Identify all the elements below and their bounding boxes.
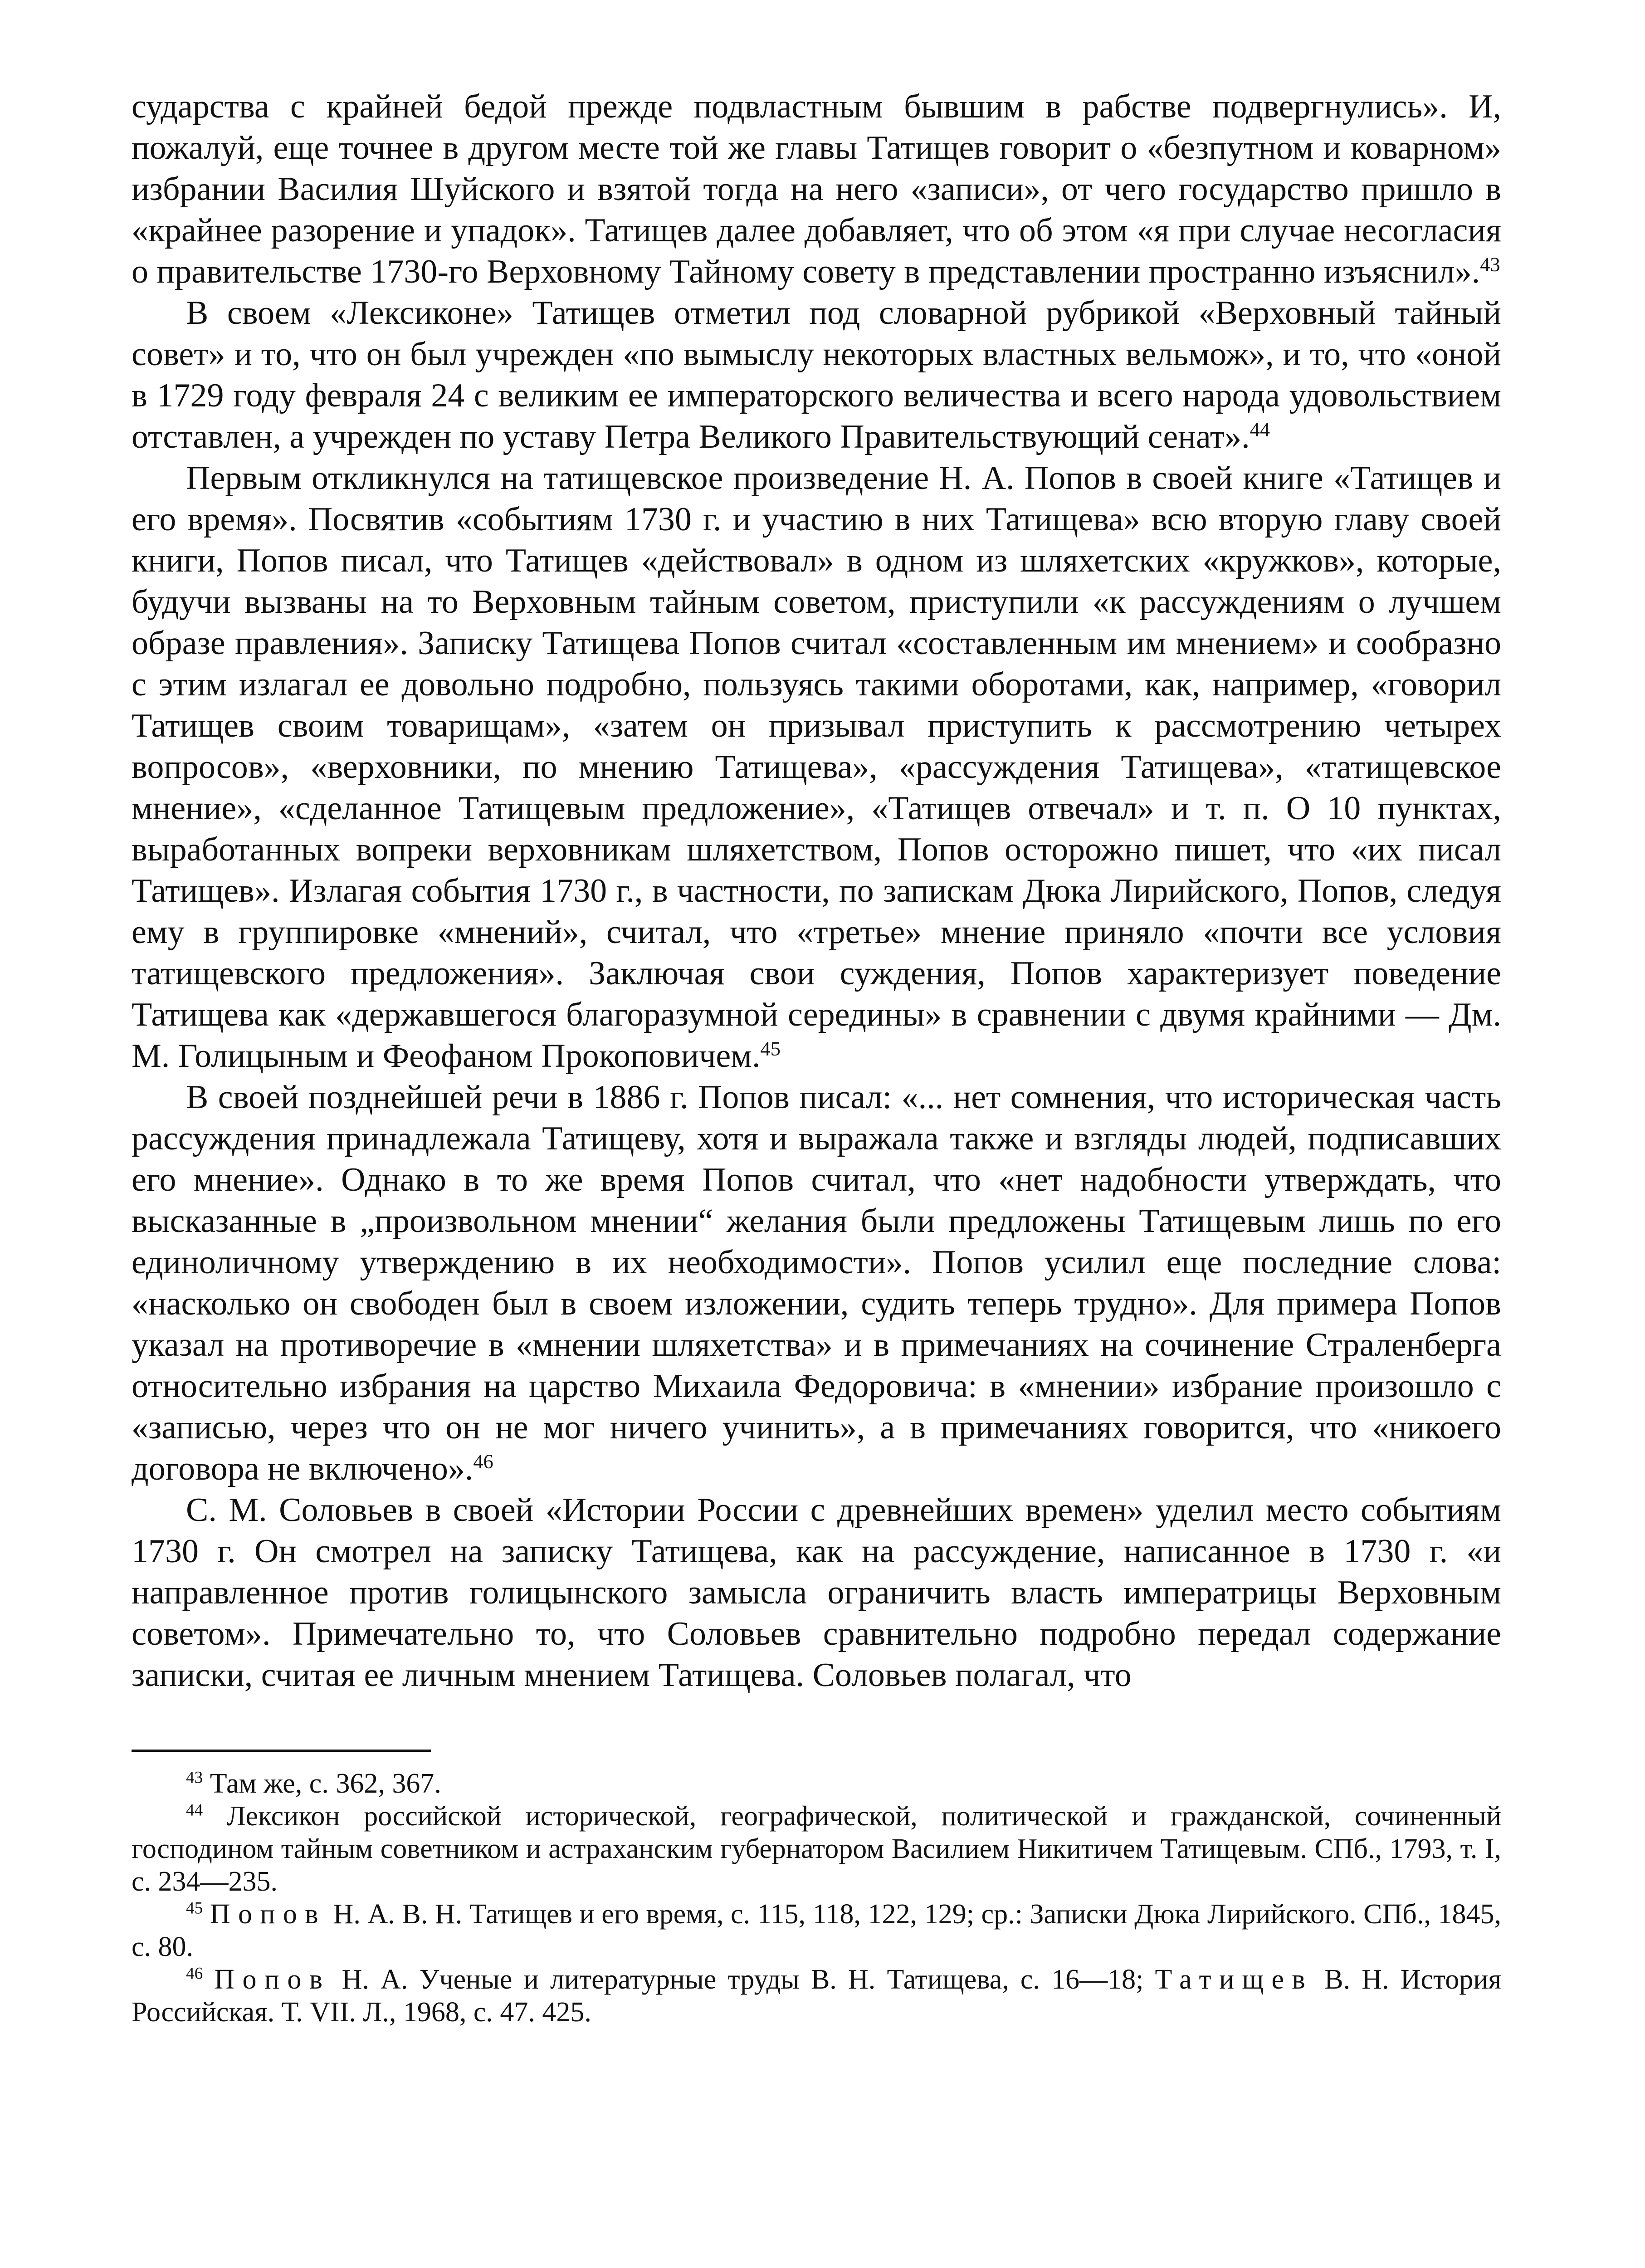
footnotes [132, 1767, 1501, 2028]
paragraph [132, 86, 1501, 293]
text-run: сударства с крайней бедой прежде подвластным бывшим в рабстве подвергнулись». И, пожалуй, еще точнее в другом месте той же главы Татищев говорит о «безпутном и коварном» избрании Василия Шуйского и взятой тогда на него «записи», от чего государство пришло в «крайнее разорение и упадок». Татищев далее добавляет, что об этом «я при случае несогласия о правительстве 1730-го Верховному Тайному совету в представлении пространно изъяснил». [132, 88, 1501, 290]
footnote-ref: 46 [186, 1964, 203, 1983]
footnote [132, 1898, 1501, 1963]
author-name: Татищев [1155, 1964, 1313, 1995]
text-run: В. Н. История Российская. Т. VII. Л., 1968, с. 47. 425. [132, 1964, 1501, 2028]
paragraph [132, 293, 1501, 458]
text-run: Лексикон российской исторической, географической, политической и гражданской, сочиненный господином тайным советником и астраханским губернатором Василием Никитичем Татищевым. СПб., 1793, т. I, с. 234—235. [132, 1801, 1501, 1897]
text-run [203, 1899, 210, 1930]
text-run: С. М. Соловьев в своей «Истории России с древнейших времен» уделил место событиям 1730 г. Он смотрел на записку Татищева, как на рассуждение, написанное в 1730 г. «и направленное против голицынского замысла ограничить власть императрицы Верховным советом». Примечательно то, что Соловьев сравнительно подробно передал содержание записки, считая ее личным мнением Татищева. Соловьев полагал, что [132, 1491, 1501, 1694]
footnote [132, 1800, 1501, 1898]
footnote [132, 1963, 1501, 2028]
footnote-separator [132, 1750, 431, 1752]
footnote-ref: 45 [760, 1037, 781, 1060]
text-run: Н. А. В. Н. Татищев и его время, с. 115, 118, 122, 129; ср.: Записки Дюка Лирийского. СПб., 1845, с. 80. [132, 1899, 1502, 1962]
footnote-ref: 44 [186, 1801, 203, 1820]
paragraph [132, 1077, 1501, 1490]
text-run: Там же, с. 362, 367. [203, 1768, 441, 1799]
author-name: Попов [210, 1899, 326, 1930]
footnote-ref: 43 [1480, 253, 1500, 276]
text-run: В своей позднейшей речи в 1886 г. Попов писал: «... нет сомнения, что историческая часть рассуждения принадлежала Татищеву, хотя и выражала также и взгляды людей, подписавших его мнение». Однако в то же время Попов считал, что «нет надобности утверждать, что высказанные в „произвольном мнении“ желания были предложены Татищевым лишь по его единоличному утверждению в их необходимости». Попов усилил еще последние слова: «насколько он свободен был в своем изложении, судить теперь трудно». Для примера Попов указал на противоречие в «мнении шляхетства» и в примечаниях на сочинение Страленберга относительно избрания на царство Михаила Федоровича: в «мнении» избрание произошло с «записью, через что он не мог ничего учинить», а в примечаниях говорится, что «никоего договора не включено». [132, 1079, 1501, 1487]
text-run [203, 1964, 214, 1995]
footnote-ref: 45 [186, 1899, 203, 1918]
footnote-ref: 44 [1250, 418, 1270, 441]
paragraph [132, 1490, 1501, 1696]
text-run: Н. А. Ученые и литературные труды В. Н. Татищева, с. 16—18; [330, 1964, 1155, 1995]
author-name: Попов [214, 1964, 331, 1995]
text-run: В своем «Лексиконе» Татищев отметил под словарной рубрикой «Верховный тайный совет» и то, что он был учрежден «по вымыслу некоторых властных вельмож», и то, что «оной в 1729 году февраля 24 с великим ее императорского величества и всего народа удовольствием отставлен, а учрежден по уставу Петра Великого Правительствующий сенат». [132, 294, 1501, 455]
footnote-ref: 46 [473, 1450, 493, 1473]
page [132, 86, 1501, 2028]
footnote [132, 1767, 1501, 1800]
footnote-ref: 43 [186, 1768, 203, 1787]
text-run: Первым откликнулся на татищевское произведение Н. А. Попов в своей книге «Татищев и его время». Посвятив «событиям 1730 г. и участию в них Татищева» всю вторую главу своей книги, Попов писал, что Татищев «действовал» в одном из шляхетских «кружков», которые, будучи вызваны на то Верховным тайным советом, приступили «к рассуждениям о лучшем образе правления». Записку Татищева Попов считал «составленным им мнением» и сообразно с этим излагал ее довольно подробно, пользуясь такими оборотами, как, например, «говорил Татищев своим товарищам», «затем он призывал приступить к рассмотрению четырех вопросов», «верховники, по мнению Татищева», «рассуждения Татищева», «татищевское мнение», «сделанное Татищевым предложение», «Татищев отвечал» и т. п. О 10 пунктах, выработанных вопреки верховникам шляхетством, Попов осторожно пишет, что «их писал Татищев». Излагая события 1730 г., в частности, по запискам Дюка Лирийского, Попов, следуя ему в группировке «мнений», считал, что «третье» мнение приняло «почти все условия татищевского предложения». Заключая свои суждения, Попов характеризует поведение Татищева как «державшегося благоразумной середины» в сравнении с двумя крайними — Дм. М. Голицыным и Феофаном Прокоповичем. [132, 459, 1501, 1075]
body-text [132, 86, 1501, 1696]
paragraph [132, 458, 1501, 1077]
